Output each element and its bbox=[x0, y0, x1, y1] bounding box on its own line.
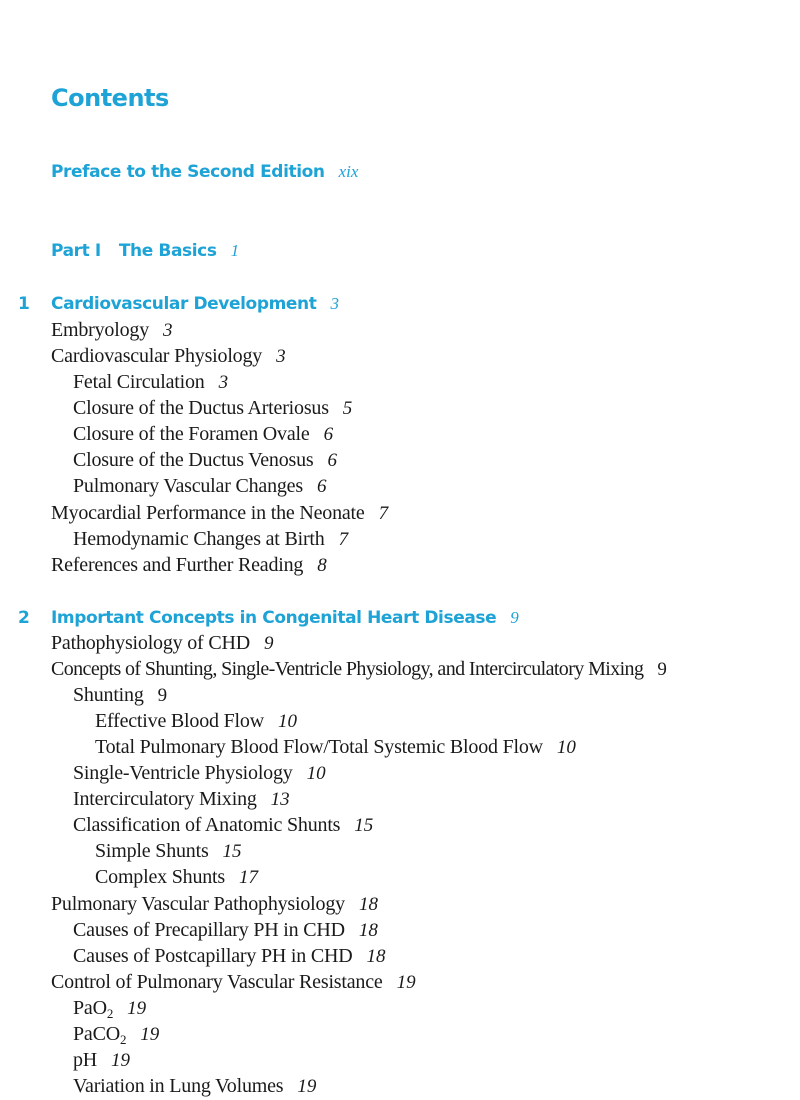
toc-entry[interactable] bbox=[51, 891, 378, 918]
toc-entry-label: Total Pulmonary Blood Flow/Total Systemic Blood Flow bbox=[95, 736, 543, 758]
toc-page-number: xix bbox=[338, 162, 359, 181]
toc-page-number: 3 bbox=[276, 346, 286, 367]
toc-page-number: 15 bbox=[354, 815, 374, 836]
chapter-title: Important Concepts in Congenital Heart Disease bbox=[51, 608, 497, 628]
toc-entry-label: Closure of the Foramen Ovale bbox=[73, 423, 310, 445]
toc-entry-label: Pulmonary Vascular Changes bbox=[73, 475, 303, 497]
toc-entry[interactable] bbox=[95, 864, 258, 891]
toc-entry-label: Shunting bbox=[73, 684, 144, 706]
page-title: Contents bbox=[51, 84, 169, 112]
toc-page-number: 6 bbox=[316, 476, 327, 497]
toc-page-number: 8 bbox=[317, 555, 327, 576]
toc-page-number: 3 bbox=[218, 372, 229, 393]
toc-page-number: 5 bbox=[342, 398, 353, 419]
toc-front-matter-preface[interactable] bbox=[51, 162, 358, 182]
toc-entry[interactable] bbox=[95, 708, 297, 735]
toc-entry[interactable] bbox=[73, 1073, 316, 1100]
toc-entry-label: Variation in Lung Volumes bbox=[73, 1075, 284, 1097]
toc-entry-label: Intercirculatory Mixing bbox=[73, 788, 257, 810]
toc-page-number: 13 bbox=[270, 789, 290, 810]
toc-entry[interactable] bbox=[51, 317, 173, 344]
toc-page-number: 10 bbox=[277, 711, 297, 732]
toc-entry[interactable] bbox=[73, 682, 167, 709]
toc-entry[interactable] bbox=[95, 838, 242, 865]
toc-page-number: 18 bbox=[358, 920, 378, 941]
toc-entry[interactable] bbox=[51, 343, 286, 370]
toc-entry-label: Pathophysiology of CHD bbox=[51, 632, 250, 654]
toc-entry-label: Control of Pulmonary Vascular Resistance bbox=[51, 971, 383, 993]
toc-page-number: 10 bbox=[556, 737, 576, 758]
toc-page-number: 17 bbox=[239, 867, 258, 888]
toc-entry[interactable] bbox=[73, 995, 146, 1022]
toc-entry[interactable] bbox=[51, 630, 273, 657]
toc-page-number: 9 bbox=[510, 608, 519, 627]
toc-entry[interactable] bbox=[95, 734, 576, 761]
toc-entry[interactable] bbox=[73, 395, 352, 422]
toc-entry-label: Myocardial Performance in the Neonate bbox=[51, 502, 365, 524]
toc-page-number: 15 bbox=[222, 841, 242, 862]
toc-entry[interactable] bbox=[73, 1047, 130, 1074]
toc-entry-label: Causes of Postcapillary PH in CHD bbox=[73, 945, 353, 967]
toc-entry-label: Effective Blood Flow bbox=[95, 710, 264, 732]
toc-entry-label: Causes of Precapillary PH in CHD bbox=[73, 919, 345, 941]
toc-page-number: 18 bbox=[366, 946, 386, 967]
chapter-title: Cardiovascular Development bbox=[51, 294, 317, 314]
toc-page-number: 10 bbox=[306, 763, 326, 784]
toc-entry-label: PaO$_2$ bbox=[73, 997, 114, 1021]
part-title: The Basics bbox=[118, 241, 217, 261]
toc-entry-label: References and Further Reading bbox=[51, 554, 304, 576]
toc-page-number: 3 bbox=[330, 294, 339, 313]
toc-page-number: 19 bbox=[127, 998, 147, 1019]
toc-entry[interactable] bbox=[73, 786, 290, 813]
toc-page-number: 19 bbox=[140, 1024, 160, 1045]
toc-chapter-2[interactable] bbox=[51, 608, 519, 628]
toc-entry-label: Classification of Anatomic Shunts bbox=[73, 814, 341, 836]
toc-entry-label: Complex Shunts bbox=[95, 866, 225, 888]
toc-entry[interactable] bbox=[51, 552, 327, 579]
toc-entry[interactable] bbox=[51, 969, 416, 996]
toc-entry-label: Preface to the Second Edition bbox=[51, 162, 325, 182]
toc-page-number: 9 bbox=[657, 659, 667, 680]
part-label: Part I bbox=[51, 241, 101, 261]
toc-entry[interactable] bbox=[73, 473, 326, 500]
toc-entry[interactable] bbox=[73, 943, 386, 970]
toc-entry-label: Closure of the Ductus Venosus bbox=[73, 449, 314, 471]
toc-entry-label: Concepts of Shunting, Single-Ventricle Physiology, and Intercirculatory Mixing bbox=[51, 658, 644, 680]
toc-entry[interactable] bbox=[73, 447, 337, 474]
toc-entry-label: Fetal Circulation bbox=[73, 371, 205, 393]
toc-entry[interactable] bbox=[73, 760, 326, 787]
toc-entry-label: PaCO$_2$ bbox=[73, 1023, 127, 1047]
toc-chapter-1[interactable] bbox=[51, 294, 339, 314]
toc-page-number: 7 bbox=[338, 529, 349, 550]
toc-entry-label: Embryology bbox=[51, 319, 149, 341]
toc-page-number: 1 bbox=[230, 241, 240, 260]
chapter-number: 1 bbox=[18, 294, 30, 314]
toc-entry-label: Cardiovascular Physiology bbox=[51, 345, 263, 367]
toc-page-number: 19 bbox=[297, 1076, 317, 1097]
toc-page-number: 19 bbox=[396, 972, 416, 993]
toc-part-1[interactable] bbox=[51, 241, 239, 261]
toc-page-number: 7 bbox=[378, 503, 389, 524]
toc-entry-label: Pulmonary Vascular Pathophysiology bbox=[51, 893, 345, 915]
toc-entry[interactable] bbox=[73, 812, 373, 839]
chapter-number: 2 bbox=[18, 608, 30, 628]
toc-entry[interactable] bbox=[51, 656, 667, 683]
toc-page-number: 19 bbox=[111, 1050, 131, 1071]
toc-entry-label: Single-Ventricle Physiology bbox=[73, 762, 293, 784]
toc-page-number: 6 bbox=[323, 424, 334, 445]
toc-entry[interactable] bbox=[73, 917, 378, 944]
toc-page-number: 18 bbox=[358, 894, 378, 915]
toc-entry[interactable] bbox=[73, 369, 228, 396]
toc-entry-label: pH bbox=[73, 1049, 98, 1071]
toc-page-number: 3 bbox=[163, 320, 173, 341]
toc-entry[interactable] bbox=[73, 526, 348, 553]
toc-page-number: 9 bbox=[157, 685, 168, 706]
toc-entry[interactable] bbox=[73, 1021, 159, 1048]
toc-entry-label: Simple Shunts bbox=[95, 840, 209, 862]
toc-entry[interactable] bbox=[51, 500, 388, 527]
toc-page-number: 6 bbox=[327, 450, 337, 471]
toc-entry-label: Closure of the Ductus Arteriosus bbox=[73, 397, 329, 419]
toc-entry[interactable] bbox=[73, 421, 333, 448]
toc-page-number: 9 bbox=[263, 633, 274, 654]
toc-entry-label: Hemodynamic Changes at Birth bbox=[73, 528, 325, 550]
